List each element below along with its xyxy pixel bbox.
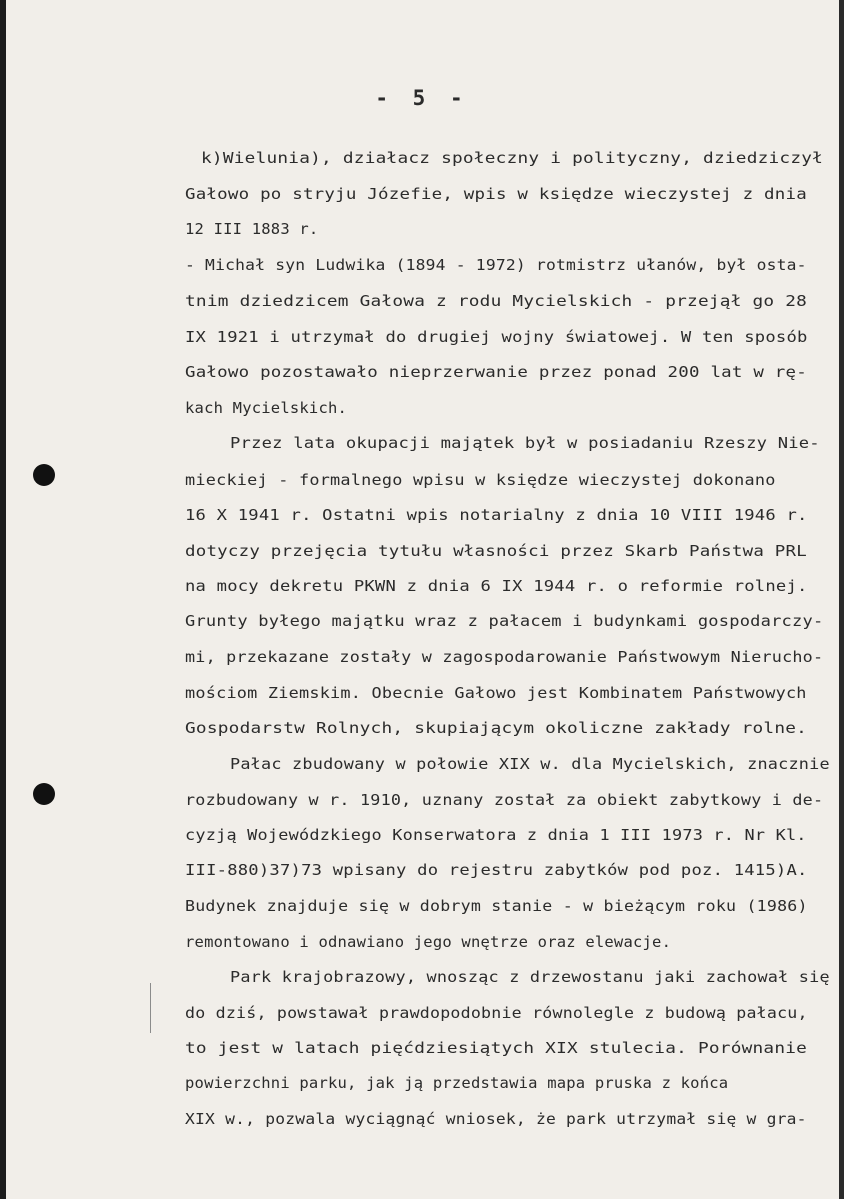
text-line: na mocy dekretu PKWN z dnia 6 IX 1944 r. o reformie rolnej. [185, 577, 808, 595]
text-line: 12 III 1883 r. [185, 220, 319, 238]
text-line: Park krajobrazowy, wnosząc z drzewostanu jaki zachował się [230, 968, 830, 986]
text-line: IX 1921 i utrzymał do drugiej wojny światowej. W ten sposób [185, 328, 808, 346]
punch-hole-bottom [33, 783, 55, 805]
text-line: dotyczy przejęcia tytułu własności przez Skarb Państwa PRL [185, 542, 807, 560]
page-number: - 5 - [375, 86, 469, 110]
text-line: do dziś, powstawał prawdopodobnie równolegle z budową pałacu, [185, 1004, 808, 1022]
text-line: Pałac zbudowany w połowie XIX w. dla Mycielskich, znacznie [230, 755, 830, 773]
text-line: Gałowo pozostawało nieprzerwanie przez ponad 200 lat w rę- [185, 363, 807, 381]
text-line: to jest w latach pięćdziesiątych XIX stulecia. Porównanie [185, 1039, 808, 1057]
text-line: rozbudowany w r. 1910, uznany został za obiekt zabytkowy i de- [185, 791, 824, 809]
text-line: Budynek znajduje się w dobrym stanie - w bieżącym roku (1986) [185, 897, 808, 915]
text-line: kach Mycielskich. [185, 399, 348, 417]
text-line: XIX w., pozwala wyciągnąć wniosek, że park utrzymał się w gra- [185, 1110, 807, 1128]
text-line: - Michał syn Ludwika (1894 - 1972) rotmistrz ułanów, był osta- [185, 256, 807, 274]
text-line: mi, przekazane zostały w zagospodarowanie Państwowym Nierucho- [185, 648, 824, 666]
punch-hole-top [33, 464, 55, 486]
text-line: Przez lata okupacji majątek był w posiadaniu Rzeszy Nie- [230, 434, 820, 452]
text-line: Gałowo po stryju Józefie, wpis w księdze wieczystej z dnia [185, 185, 807, 203]
text-line: III-880)37)73 wpisany do rejestru zabytków pod poz. 1415)A. [185, 861, 808, 879]
text-line: Grunty byłego majątku wraz z pałacem i budynkami gospodarczy- [185, 612, 824, 630]
text-line: remontowano i odnawiano jego wnętrze oraz elewacje. [185, 933, 672, 951]
text-line: k)Wielunia), działacz społeczny i polityczny, dziedziczył [201, 149, 824, 167]
text-line: cyzją Wojewódzkiego Konserwatora z dnia 1 III 1973 r. Nr Kl. [185, 826, 807, 844]
scan-border-right [839, 0, 844, 1199]
margin-mark [150, 983, 151, 1033]
scan-border-left [0, 0, 6, 1199]
text-line: tnim dziedzicem Gałowa z rodu Mycielskich - przejął go 28 [185, 292, 808, 310]
text-line: mościom Ziemskim. Obecnie Gałowo jest Kombinatem Państwowych [185, 684, 807, 702]
text-line: Gospodarstw Rolnych, skupiającym okoliczne zakłady rolne. [185, 719, 808, 737]
text-line: powierzchni parku, jak ją przedstawia mapa pruska z końca [185, 1074, 729, 1092]
text-line: mieckiej - formalnego wpisu w księdze wieczystej dokonano [185, 471, 776, 489]
text-line: 16 X 1941 r. Ostatni wpis notarialny z dnia 10 VIII 1946 r. [185, 506, 808, 524]
